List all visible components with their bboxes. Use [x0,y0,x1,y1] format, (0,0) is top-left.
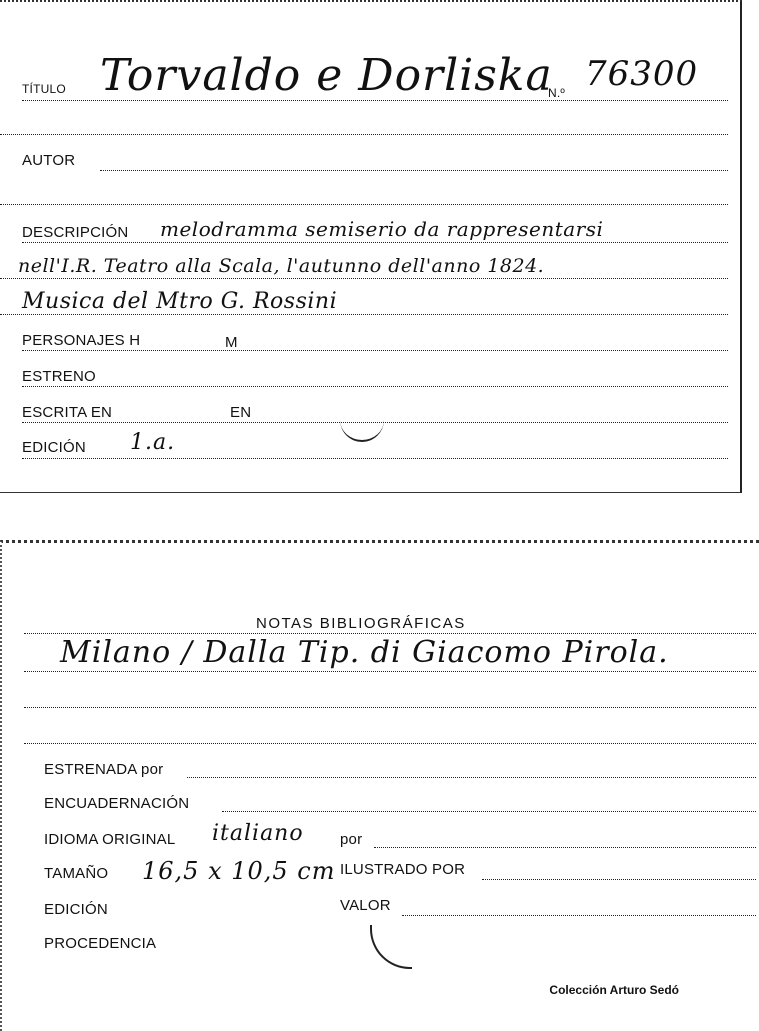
idioma-label: IDIOMA ORIGINAL [44,831,176,848]
catalog-card-front [0,0,742,493]
descripcion-rule-2 [0,278,728,279]
titulo-rule [22,100,728,101]
personajes-rule [22,350,728,351]
notas-value: Milano / Dalla Tip. di Giacomo Pirola. [60,635,669,670]
descripcion-line-1: melodramma semiserio da rappresentarsi [160,217,604,241]
tamano-label: TAMAÑO [44,865,109,882]
estreno-rule [22,386,728,387]
edicion-back-label: EDICIÓN [44,901,108,918]
notas-rule [24,633,756,634]
valor-label: VALOR [340,897,391,914]
tamano-value: 16,5 x 10,5 cm [142,857,336,885]
notas-heading: NOTAS BIBLIOGRÁFICAS [256,615,466,632]
notas-rule-2 [24,671,756,672]
descripcion-rule-3 [0,314,728,315]
titulo-value: Torvaldo e Dorliska [100,50,553,101]
edicion-rule [22,458,728,459]
descripcion-line-2: nell'I.R. Teatro alla Scala, l'autunno dell'anno 1824. [18,255,545,277]
descripcion-line-3: Musica del Mtro G. Rossini [22,289,338,314]
catalog-card-back [0,540,759,1031]
estrenada-rule [187,777,756,778]
estrenada-label: ESTRENADA por [44,761,164,778]
autor-rule [100,170,728,171]
ilustrado-label: ILUSTRADO POR [340,861,466,878]
encuadernacion-rule [222,811,756,812]
estreno-label: ESTRENO [22,368,96,385]
autor-rule-2 [0,204,728,205]
idioma-rule [374,847,756,848]
hole-punch-arc [340,420,384,442]
edicion-value: 1.a. [130,430,176,455]
descripcion-rule [22,242,728,243]
notas-rule-4 [24,743,756,744]
idioma-por-label: por [340,831,363,848]
en-label: EN [230,404,252,421]
personajes-m-label: M [225,334,238,351]
valor-rule [402,915,756,916]
ilustrado-rule [482,879,756,880]
notas-rule-3 [24,707,756,708]
descripcion-label: DESCRIPCIÓN [22,224,129,241]
encuadernacion-label: ENCUADERNACIÓN [44,795,190,812]
numero-label: N.º [548,86,565,100]
titulo-rule-2 [0,134,728,135]
numero-value: 76300 [585,54,699,94]
edicion-label: EDICIÓN [22,439,86,456]
procedencia-label: PROCEDENCIA [44,935,157,952]
autor-label: AUTOR [22,152,76,169]
escrita-label: ESCRITA EN [22,404,113,421]
coleccion-stamp: Colección Arturo Sedó [549,983,679,997]
idioma-value: italiano [212,821,304,846]
hole-punch-arc-back [370,925,412,969]
titulo-label: TÍTULO [22,82,66,96]
personajes-label: PERSONAJES H [22,332,141,349]
